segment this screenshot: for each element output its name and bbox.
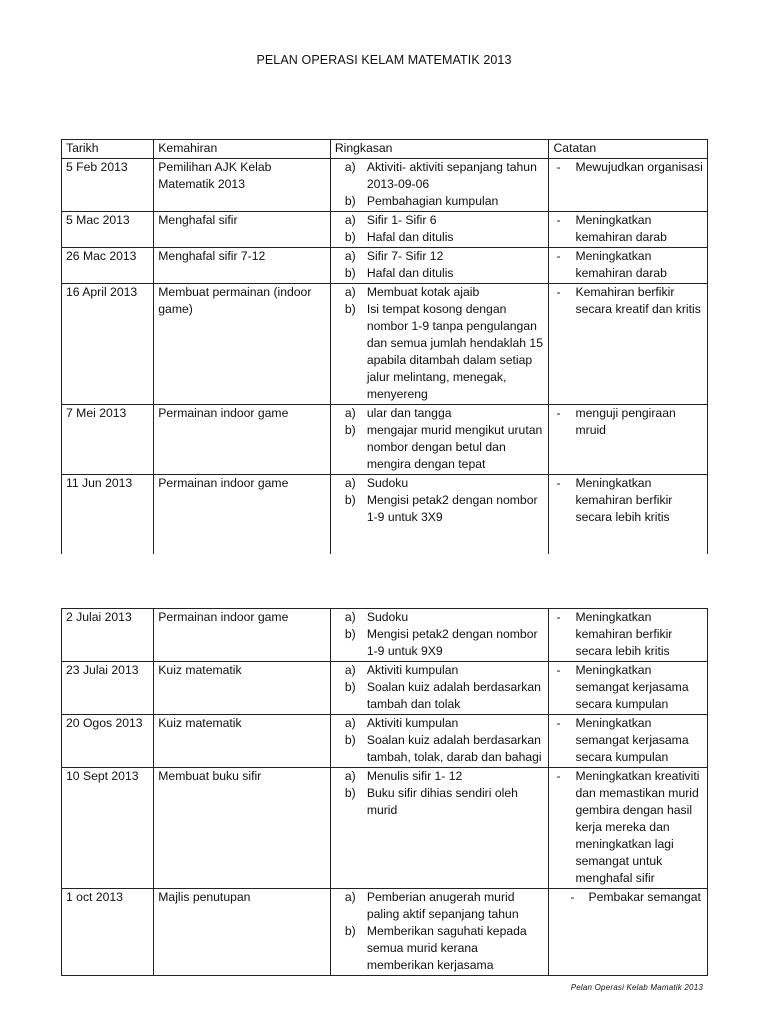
summary-cell [330, 475, 549, 555]
summary-item [335, 785, 546, 819]
date-cell: 23 Julai 2013 [62, 662, 154, 715]
note-text: menguji pengiraan mruid [575, 406, 676, 437]
summary-text: Soalan kuiz adalah berdasarkan tambah dan tolak [366, 680, 541, 711]
note-cell [549, 212, 708, 248]
date-cell: 1 oct 2013 [62, 889, 154, 976]
list-marker: b) [344, 733, 356, 747]
summary-item [335, 923, 546, 974]
summary-text: Aktiviti- aktiviti sepanjang tahun 2013-09-06 [366, 160, 537, 191]
summary-item [335, 626, 546, 660]
dash-marker: - [556, 716, 561, 730]
summary-text: Sudoku [366, 476, 409, 490]
summary-item [335, 284, 546, 301]
table-row [62, 475, 708, 555]
summary-text: Pemberian anugerah murid paling aktif sepanjang tahun [366, 890, 519, 921]
date-cell: 7 Mei 2013 [62, 405, 154, 475]
skill-cell: Permainan indoor game [154, 475, 331, 555]
summary-item [335, 768, 546, 785]
note-cell [549, 475, 708, 555]
summary-item [335, 248, 546, 265]
note-cell [549, 662, 708, 715]
list-marker: a) [344, 476, 356, 490]
table-row [62, 889, 708, 976]
summary-text: ular dan tangga [366, 406, 452, 420]
summary-item [335, 475, 546, 492]
summary-item [335, 159, 546, 193]
dash-marker: - [570, 890, 575, 904]
note [553, 159, 704, 176]
skill-cell: Majlis penutupan [154, 889, 331, 976]
date-cell: 10 Sept 2013 [62, 768, 154, 889]
table-row [62, 768, 708, 889]
dash-marker: - [556, 610, 561, 624]
summary-text: Membuat kotak ajaib [366, 285, 480, 299]
summary-item [335, 662, 546, 679]
list-marker: a) [344, 890, 356, 904]
summary-list [335, 609, 546, 660]
note [553, 715, 704, 766]
table-row [62, 405, 708, 475]
table-row [62, 212, 708, 248]
list-marker: b) [344, 230, 356, 244]
skill-cell: Menghafal sifir 7-12 [154, 248, 331, 284]
summary-text: Pembahagian kumpulan [366, 194, 499, 208]
note [553, 248, 704, 282]
summary-item [335, 193, 546, 210]
note-text: Meningkatkan kemahiran darab [575, 213, 667, 244]
dash-marker: - [556, 769, 561, 783]
summary-item [335, 492, 546, 526]
summary-text: Mengisi petak2 dengan nombor 1-9 untuk 3X9 [366, 493, 538, 524]
summary-cell [330, 248, 549, 284]
summary-cell [330, 662, 549, 715]
list-marker: a) [344, 160, 356, 174]
note [553, 609, 704, 660]
skill-cell: Permainan indoor game [154, 405, 331, 475]
summary-item [335, 265, 546, 282]
list-marker: a) [344, 716, 356, 730]
dash-marker: - [556, 476, 561, 490]
column-header: Kemahiran [154, 140, 331, 159]
note-cell [549, 284, 708, 405]
summary-cell [330, 284, 549, 405]
note-cell [549, 159, 708, 212]
note [553, 768, 704, 887]
list-marker: b) [344, 302, 356, 316]
column-header: Ringkasan [330, 140, 549, 159]
note-cell [549, 405, 708, 475]
column-header: Catatan [549, 140, 708, 159]
skill-cell: Membuat buku sifir [154, 768, 331, 889]
summary-cell [330, 715, 549, 768]
summary-item [335, 715, 546, 732]
summary-item [335, 212, 546, 229]
dash-marker: - [556, 285, 561, 299]
summary-item [335, 301, 546, 403]
summary-text: Isi tempat kosong dengan nombor 1-9 tanpa pengulangan dan semua jumlah hendaklah 15 apabila ditambah dalam setiap jalur melintang, menegak, menyereng [366, 302, 543, 401]
date-cell: 26 Mac 2013 [62, 248, 154, 284]
skill-cell: Kuiz matematik [154, 662, 331, 715]
summary-cell [330, 212, 549, 248]
date-cell: 20 Ogos 2013 [62, 715, 154, 768]
summary-item [335, 889, 546, 923]
note-text: Meningkatkan kemahiran berfikir secara lebih kritis [575, 476, 673, 524]
summary-item [335, 609, 546, 626]
list-marker: a) [344, 769, 356, 783]
summary-text: Hafal dan ditulis [366, 230, 454, 244]
summary-list [335, 159, 546, 210]
summary-cell [330, 768, 549, 889]
table-row [62, 159, 708, 212]
summary-list [335, 768, 546, 819]
note [553, 405, 704, 439]
dash-marker: - [556, 663, 561, 677]
summary-list [335, 475, 546, 526]
dash-marker: - [556, 406, 561, 420]
plan-table-1 [61, 139, 708, 554]
list-marker: a) [344, 610, 356, 624]
note-cell [549, 768, 708, 889]
table-row [62, 609, 708, 662]
note [553, 212, 704, 246]
dash-marker: - [556, 213, 561, 227]
summary-list [335, 662, 546, 713]
summary-list [335, 248, 546, 282]
note [553, 889, 704, 906]
dash-marker: - [556, 160, 561, 174]
note-text: Mewujudkan organisasi [575, 160, 703, 174]
summary-list [335, 212, 546, 246]
note-text: Meningkatkan semangat kerjasama secara kumpulan [575, 716, 689, 764]
summary-cell [330, 405, 549, 475]
summary-text: Mengisi petak2 dengan nombor 1-9 untuk 9X9 [366, 627, 538, 658]
plan-table-2 [61, 608, 708, 976]
list-marker: b) [344, 924, 356, 938]
summary-cell [330, 889, 549, 976]
list-marker: b) [344, 680, 356, 694]
column-header: Tarikh [62, 140, 154, 159]
summary-text: Sifir 7- Sifir 12 [366, 249, 444, 263]
summary-list [335, 284, 546, 403]
note-text: Meningkatkan kemahiran berfikir secara lebih kritis [575, 610, 673, 658]
summary-item [335, 732, 546, 766]
list-marker: a) [344, 663, 356, 677]
summary-item [335, 229, 546, 246]
note [553, 475, 704, 526]
note [553, 662, 704, 713]
list-marker: b) [344, 786, 356, 800]
summary-cell [330, 159, 549, 212]
note-text: Meningkatkan kreativiti dan memastikan murid gembira dengan hasil kerja mereka dan meningkatkan lagi semangat untuk menghafal sifir [575, 769, 700, 885]
note [553, 284, 704, 318]
table-row [62, 662, 708, 715]
page-title: PELAN OPERASI KELAM MATEMATIK 2013 [256, 53, 512, 67]
list-marker: b) [344, 627, 356, 641]
date-cell: 11 Jun 2013 [62, 475, 154, 555]
summary-list [335, 405, 546, 473]
summary-text: Aktiviti kumpulan [366, 663, 459, 677]
summary-text: mengajar murid mengikut urutan nombor dengan betul dan mengira dengan tepat [366, 423, 543, 471]
summary-text: Buku sifir dihias sendiri oleh murid [366, 786, 518, 817]
skill-cell: Pemilihan AJK Kelab Matematik 2013 [154, 159, 331, 212]
skill-cell: Membuat permainan (indoor game) [154, 284, 331, 405]
dash-marker: - [556, 249, 561, 263]
note-text: Kemahiran berfikir secara kreatif dan kritis [575, 285, 701, 316]
note-cell [549, 715, 708, 768]
table-row [62, 248, 708, 284]
skill-cell: Permainan indoor game [154, 609, 331, 662]
list-marker: a) [344, 213, 356, 227]
list-marker: b) [344, 194, 356, 208]
summary-text: Sifir 1- Sifir 6 [366, 213, 437, 227]
summary-text: Sudoku [366, 610, 409, 624]
list-marker: a) [344, 249, 356, 263]
summary-item [335, 422, 546, 473]
date-cell: 5 Feb 2013 [62, 159, 154, 212]
list-marker: b) [344, 266, 356, 280]
summary-list [335, 715, 546, 766]
list-marker: b) [344, 423, 356, 437]
list-marker: b) [344, 493, 356, 507]
note-cell [549, 609, 708, 662]
note-text: Pembakar semangat [588, 890, 701, 904]
summary-text: Aktiviti kumpulan [366, 716, 459, 730]
date-cell: 16 April 2013 [62, 284, 154, 405]
list-marker: a) [344, 285, 356, 299]
skill-cell: Kuiz matematik [154, 715, 331, 768]
table-row [62, 284, 708, 405]
summary-item [335, 405, 546, 422]
summary-text: Soalan kuiz adalah berdasarkan tambah, tolak, darab dan bahagi [366, 733, 542, 764]
skill-cell: Menghafal sifir [154, 212, 331, 248]
table-header-row [62, 140, 708, 159]
summary-text: Menulis sifir 1- 12 [366, 769, 463, 783]
note-text: Meningkatkan kemahiran darab [575, 249, 667, 280]
date-cell: 2 Julai 2013 [62, 609, 154, 662]
list-marker: a) [344, 406, 356, 420]
summary-list [335, 889, 546, 974]
page-footer: Pelan Operasi Kelab Mamatik 2013 [570, 983, 703, 992]
summary-item [335, 679, 546, 713]
table-row [62, 715, 708, 768]
summary-text: Memberikan saguhati kepada semua murid kerana memberikan kerjasama [366, 924, 527, 972]
date-cell: 5 Mac 2013 [62, 212, 154, 248]
summary-cell [330, 609, 549, 662]
summary-text: Hafal dan ditulis [366, 266, 454, 280]
note-cell [549, 889, 708, 976]
note-text: Meningkatkan semangat kerjasama secara kumpulan [575, 663, 689, 711]
note-cell [549, 248, 708, 284]
